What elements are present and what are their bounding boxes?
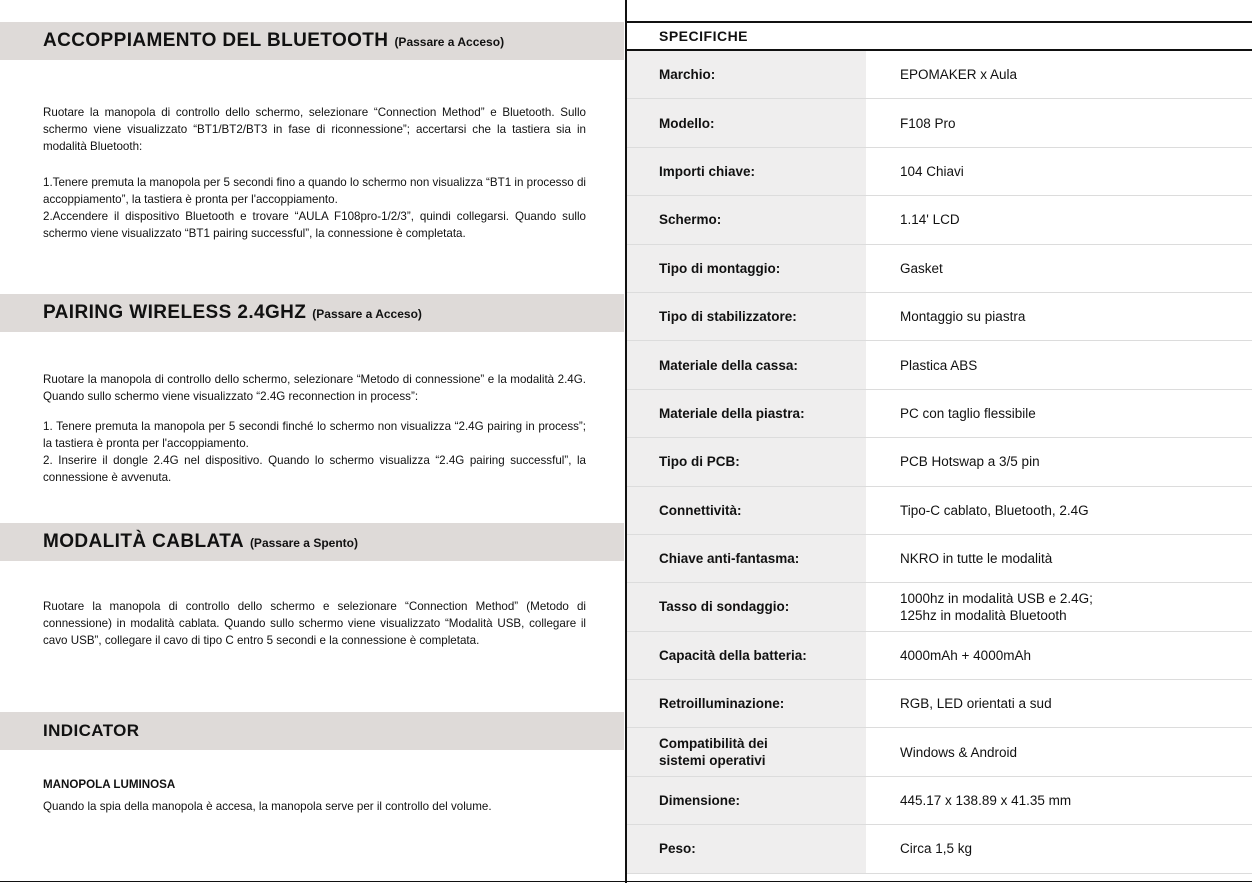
spec-row bbox=[627, 777, 1252, 825]
spec-key: Tipo di montaggio: bbox=[627, 245, 866, 292]
section-header-indicator bbox=[0, 712, 624, 750]
spec-value: Gasket bbox=[900, 260, 943, 276]
spec-value: EPOMAKER x Aula bbox=[900, 67, 1018, 83]
spec-row bbox=[627, 148, 1252, 196]
spec-key: Chiave anti-fantasma: bbox=[627, 535, 866, 582]
spec-key: Retroilluminazione: bbox=[627, 680, 866, 727]
paragraph: Quando la spia della manopola è accesa, la manopola serve per il controllo del volume. bbox=[43, 800, 492, 813]
spec-key: Materiale della cassa: bbox=[627, 341, 866, 388]
spec-key: Capacità della batteria: bbox=[627, 632, 866, 679]
spec-row bbox=[627, 51, 1252, 99]
spec-row bbox=[627, 680, 1252, 728]
section-title: MODALITÀ CABLATA bbox=[43, 531, 244, 552]
spec-row bbox=[627, 293, 1252, 341]
section-subtitle: (Passare a Spento) bbox=[249, 536, 358, 550]
spec-key: Schermo: bbox=[627, 196, 866, 243]
spec-key: Compatibilità dei sistemi operativi bbox=[627, 728, 866, 775]
spec-key: Tipo di stabilizzatore: bbox=[627, 293, 866, 340]
spec-value: Montaggio su piastra bbox=[900, 309, 1026, 325]
spec-row bbox=[627, 825, 1252, 873]
spec-row bbox=[627, 390, 1252, 438]
section-header-bluetooth bbox=[0, 22, 624, 60]
spec-value: 4000mAh + 4000mAh bbox=[900, 647, 1031, 663]
section-title: INDICATOR bbox=[43, 721, 140, 740]
paragraph: 1.Tenere premuta la manopola per 5 secondi fino a quando lo schermo non visualizza “BT1 in processo di accoppiamento”, la tastiera è pronta per l'accoppiamento. 2.Accendere il dispositivo Bluetooth e trovare “AULA F108pro-1/2/3”, quindi collegarsi. Quando sullo schermo viene visualizzato “BT1 pairing successful”, la connessione è completata. bbox=[43, 176, 586, 240]
spec-key: Peso: bbox=[627, 825, 866, 872]
spec-value: Plastica ABS bbox=[900, 357, 978, 373]
section-subtitle: (Passare a Acceso) bbox=[394, 35, 505, 49]
spec-row bbox=[627, 438, 1252, 486]
paragraph: Ruotare la manopola di controllo dello schermo, selezionare “Connection Method” e Bluetooth. Sullo schermo viene visualizzato “BT1/BT2/BT3 in fase di riconnessione”; accertarsi che la tastiera sia in modalità Bluetooth: bbox=[43, 106, 586, 153]
spec-value: 104 Chiavi bbox=[900, 163, 964, 179]
instructions-column bbox=[0, 0, 624, 883]
spec-value: RGB, LED orientati a sud bbox=[900, 696, 1052, 712]
spec-value: F108 Pro bbox=[900, 115, 956, 131]
paragraph: Ruotare la manopola di controllo dello schermo, selezionare “Metodo di connessione” e la modalità 2.4G. Quando sullo schermo viene visualizzato “2.4G reconnection in process”: bbox=[43, 373, 586, 403]
spec-key: Dimensione: bbox=[627, 777, 866, 824]
spec-row bbox=[627, 99, 1252, 147]
spec-row bbox=[627, 196, 1252, 244]
spec-value: Tipo-C cablato, Bluetooth, 2.4G bbox=[900, 502, 1089, 518]
spec-key: Connettività: bbox=[627, 487, 866, 534]
spec-value: 1.14' LCD bbox=[900, 212, 960, 228]
spec-value: Circa 1,5 kg bbox=[900, 841, 973, 857]
spec-value: PCB Hotswap a 3/5 pin bbox=[900, 454, 1040, 470]
spec-key: Modello: bbox=[627, 99, 866, 146]
specs-title: SPECIFICHE bbox=[627, 21, 1252, 51]
spec-key: Tasso di sondaggio: bbox=[627, 583, 866, 630]
spec-row bbox=[627, 583, 1252, 631]
spec-key: Importi chiave: bbox=[627, 148, 866, 195]
section-subtitle: (Passare a Acceso) bbox=[312, 307, 422, 321]
section-title: ACCOPPIAMENTO DEL BLUETOOTH bbox=[43, 30, 389, 51]
spec-value: Windows & Android bbox=[900, 744, 1018, 760]
spec-key: Materiale della piastra: bbox=[627, 390, 866, 437]
spec-value: NKRO in tutte le modalità bbox=[900, 551, 1053, 567]
specs-table bbox=[627, 51, 1252, 874]
bottom-rule bbox=[0, 881, 1252, 882]
spec-key: Marchio: bbox=[627, 51, 866, 98]
spec-value: 445.17 x 138.89 x 41.35 mm bbox=[900, 793, 1072, 809]
section-title: PAIRING WIRELESS 2.4GHZ bbox=[43, 302, 307, 323]
paragraph: Ruotare la manopola di controllo dello schermo e selezionare “Connection Method” (Metodo di connessione) in modalità cablata. Quando sullo schermo viene visualizzato “Modalità USB, collegare il cavo USB”, collegare il cavo di tipo C entro 5 secondi e la connessione è completata. bbox=[43, 600, 586, 647]
spec-row bbox=[627, 535, 1252, 583]
spec-row bbox=[627, 245, 1252, 293]
section-header-wireless bbox=[0, 294, 624, 332]
specs-column bbox=[627, 0, 1252, 883]
spec-key: Tipo di PCB: bbox=[627, 438, 866, 485]
section-header-wired bbox=[0, 523, 624, 561]
spec-row bbox=[627, 632, 1252, 680]
paragraph: 1. Tenere premuta la manopola per 5 secondi finché lo schermo non visualizza “2.4G pairing in process”; la tastiera è pronta per l'accoppiamento. 2. Inserire il dongle 2.4G nel dispositivo. Quando lo schermo visualizza “2.4G pairing successful”, la connessione è avvenuta. bbox=[43, 420, 586, 484]
spec-value: 1000hz in modalità USB e 2.4G; 125hz in modalità Bluetooth bbox=[900, 590, 1093, 623]
spec-row bbox=[627, 728, 1252, 776]
spec-row bbox=[627, 341, 1252, 389]
indicator-item-title: MANOPOLA LUMINOSA bbox=[43, 778, 176, 791]
spec-row bbox=[627, 487, 1252, 535]
spec-value: PC con taglio flessibile bbox=[900, 405, 1036, 421]
